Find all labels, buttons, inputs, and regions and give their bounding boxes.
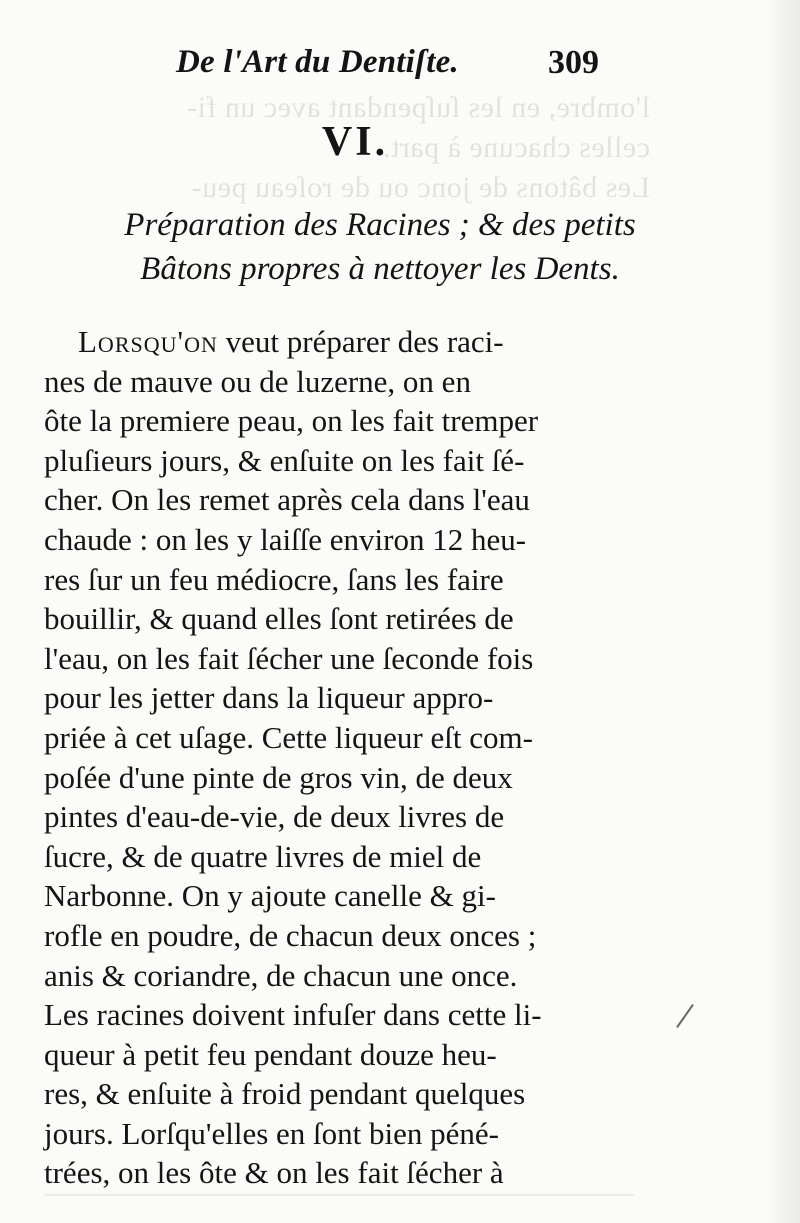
body-line: pintes d'eau-de-vie, de deux livres de <box>44 799 505 835</box>
first-line-rest: veut préparer des raci- <box>217 324 504 359</box>
show-through-text: l'ombre, en les ſuſpendant avec un fi- celles chacune à part. Les bâtons de jonc ou de roſeau peu- <box>186 91 650 204</box>
body-paragraph <box>44 322 644 1193</box>
body-line: res, & enſuite à froid pendant quelques <box>44 1076 526 1112</box>
body-line: ôte la premiere peau, on les fait tremper <box>44 403 539 439</box>
running-head <box>0 44 800 94</box>
chapter-title <box>40 203 720 291</box>
body-line: queur à petit feu pendant douze heu- <box>44 1036 497 1072</box>
body-line: chaude : on les y laiſſe environ 12 heu- <box>44 521 527 557</box>
body-line: jours. Lorſqu'elles en ſont bien péné- <box>44 1115 499 1151</box>
body-line: l'eau, on les fait ſécher une ſeconde fois <box>44 640 534 676</box>
margin-pencil-mark <box>676 1004 694 1028</box>
body-line: pour les jetter dans la liqueur appro- <box>44 680 494 716</box>
body-line: res ſur un feu médiocre, ſans les faire <box>44 561 504 597</box>
opening-word: Lorsqu'on <box>78 324 218 359</box>
body-line <box>44 322 644 362</box>
body-line: trées, on les ôte & on les fait ſécher à <box>44 1155 504 1191</box>
body-line: pluſieurs jours, & enſuite on les fait ſé- <box>44 442 525 478</box>
body-line: priée à cet uſage. Cette liqueur eſt com- <box>44 719 533 755</box>
body-line: anis & coriandre, de chacun une once. <box>44 957 518 993</box>
body-line: ſucre, & de quatre livres de miel de <box>44 838 482 874</box>
body-line: bouillir, & quand elles ſont retirées de <box>44 601 514 637</box>
body-line: nes de mauve ou de luzerne, on en <box>44 363 471 399</box>
page-number: 309 <box>548 44 599 81</box>
chapter-number: VI. <box>321 119 389 165</box>
body-line: poſée d'une pinte de gros vin, de deux <box>44 759 513 795</box>
bottom-rule <box>44 1194 634 1196</box>
body-line: cher. On les remet après cela dans l'eau <box>44 482 530 518</box>
body-line: Narbonne. On y ajoute canelle & gi- <box>44 878 496 914</box>
body-line: Les racines doivent infuſer dans cette li- <box>44 997 542 1033</box>
page-edge-shadow <box>766 0 800 1223</box>
chapter-title-line: Bâtons propres à nettoyer les Dents. <box>140 251 620 287</box>
chapter-title-line: Préparation des Racines ; & des petits <box>124 207 636 243</box>
body-line: rofle en poudre, de chacun deux onces ; <box>44 917 537 953</box>
running-title: De l'Art du Dentiſte. <box>176 44 459 80</box>
